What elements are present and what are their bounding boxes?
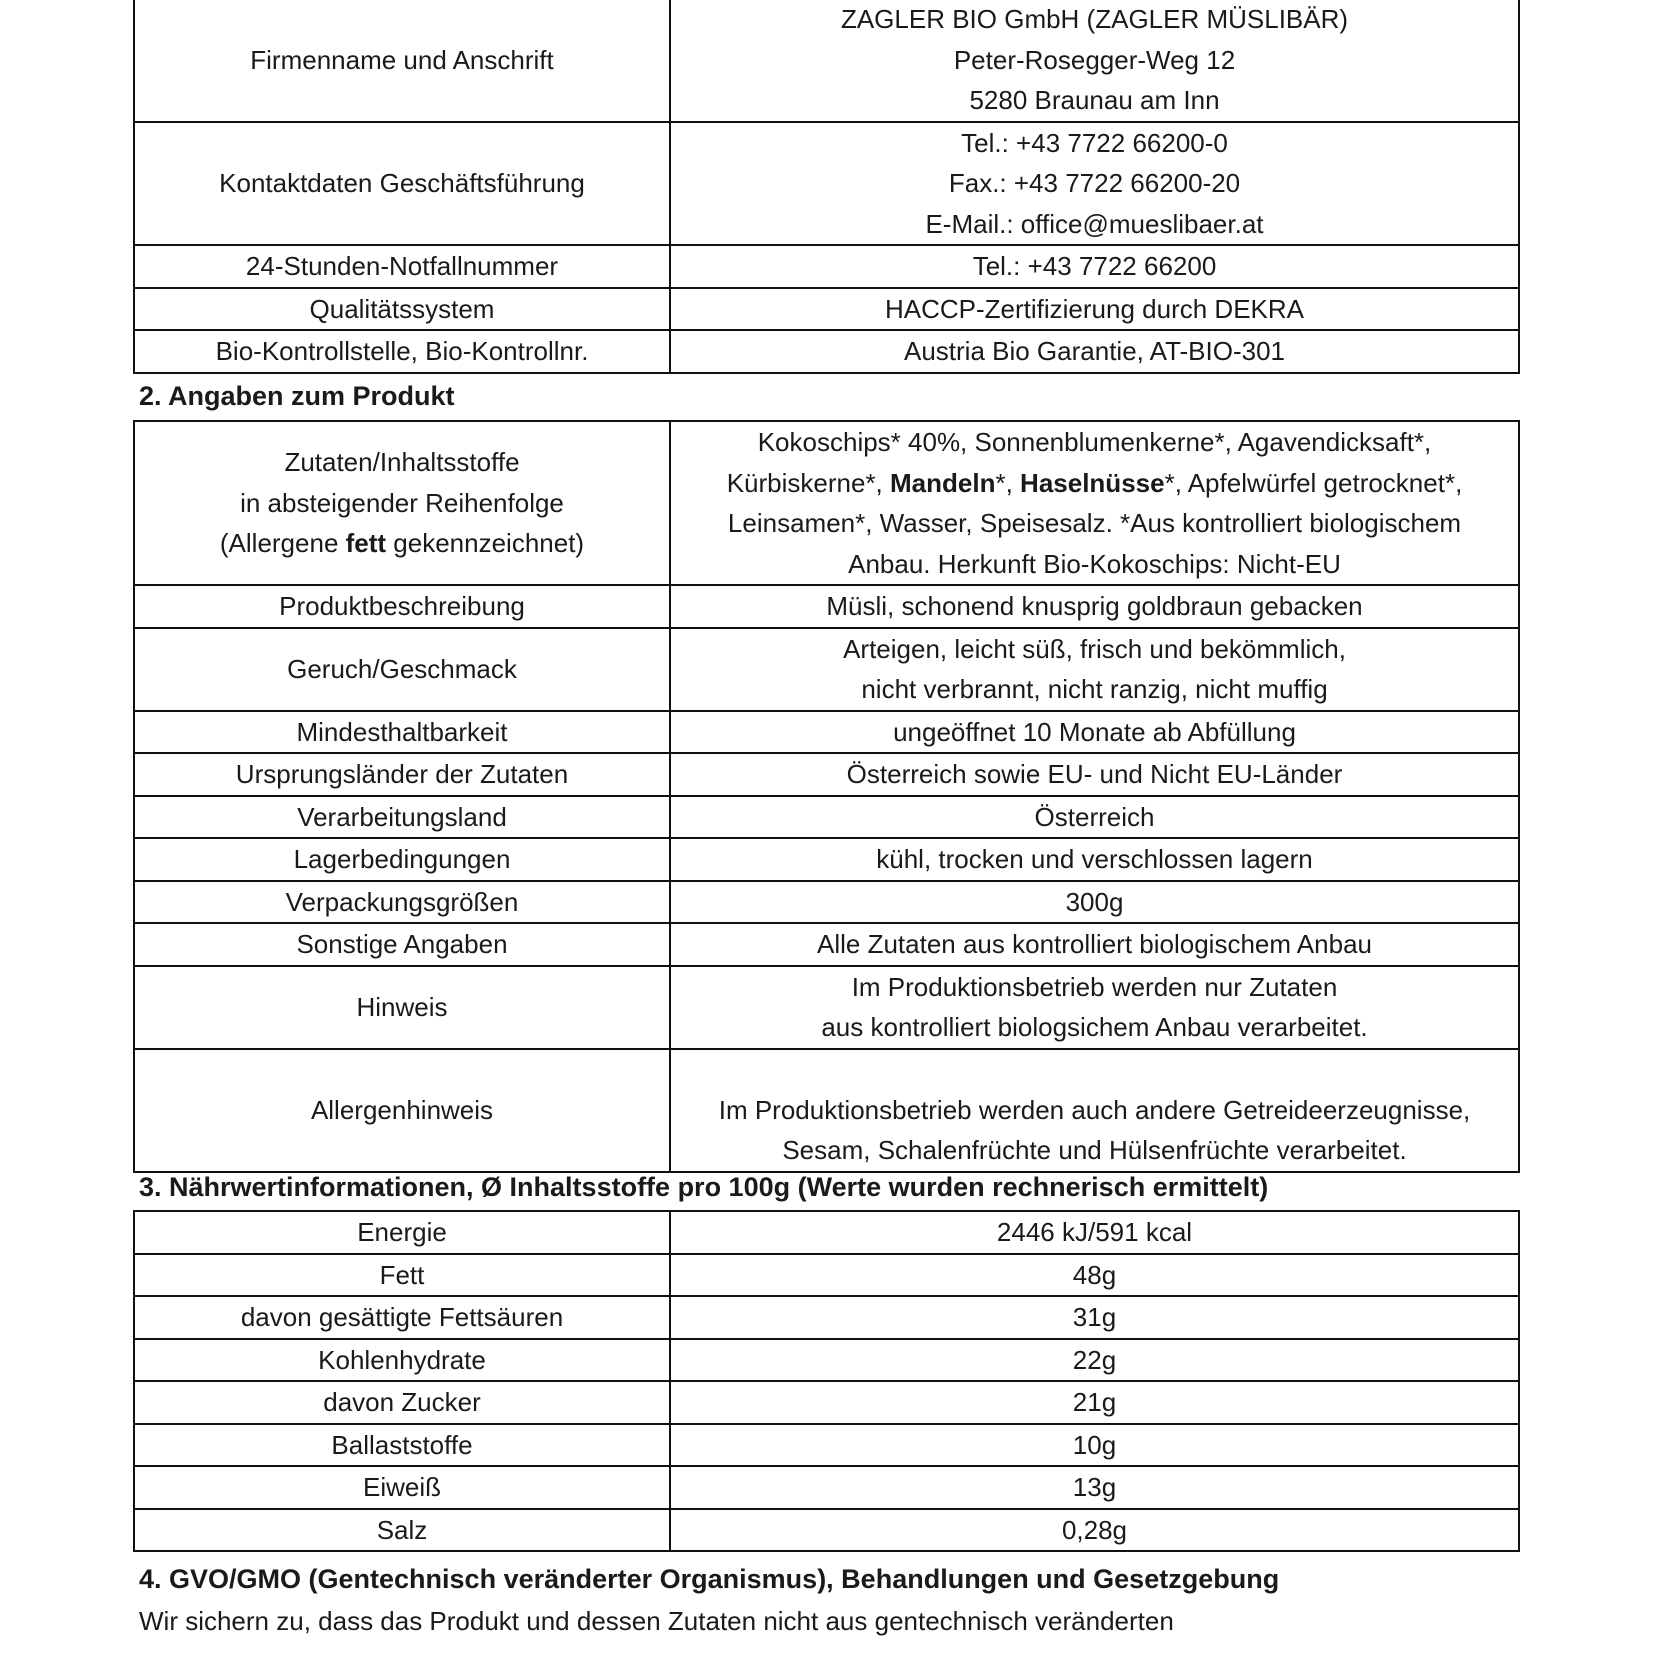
ingredients-value: Kokoschips* 40%, Sonnenblumenkerne*, Agavendicksaft*, Kürbiskerne*, Mandeln*, Haselnüsse*, Apfelwürfel getrocknet*, Leinsamen*, Wasser, Speisesalz. *Aus kontrolliert biologischem Anbau. Herkunft Bio-Kokoschips: Nicht-EU	[670, 421, 1519, 585]
table-row	[134, 1211, 1519, 1254]
table-row	[134, 245, 1519, 288]
section-heading-product: 2. Angaben zum Produkt	[139, 381, 455, 411]
table-row	[134, 881, 1519, 924]
row-label: Fett	[134, 1254, 670, 1297]
row-label: Mindesthaltbarkeit	[134, 711, 670, 754]
table-row	[134, 585, 1519, 628]
row-label: Kohlenhydrate	[134, 1339, 670, 1382]
table-row	[134, 966, 1519, 1049]
table-row	[134, 1424, 1519, 1467]
row-value: 2446 kJ/591 kcal	[670, 1211, 1519, 1254]
table-row	[134, 838, 1519, 881]
row-value: Austria Bio Garantie, AT-BIO-301	[670, 330, 1519, 373]
row-label: Kontaktdaten Geschäftsführung	[134, 122, 670, 246]
row-value: Im Produktionsbetrieb werden auch andere Getreideerzeugnisse, Sesam, Schalenfrüchte und Hülsenfrüchte verarbeitet.	[670, 1049, 1519, 1172]
table-row	[134, 1296, 1519, 1339]
product-info-table	[133, 420, 1520, 1173]
row-value: Alle Zutaten aus kontrolliert biologischem Anbau	[670, 923, 1519, 966]
table-row	[134, 288, 1519, 331]
row-value: Im Produktionsbetrieb werden nur Zutaten aus kontrolliert biologsichem Anbau verarbeitet.	[670, 966, 1519, 1049]
gmo-statement: Wir sichern zu, dass das Produkt und dessen Zutaten nicht aus gentechnisch veränderten	[139, 1606, 1174, 1636]
row-label: Bio-Kontrollstelle, Bio-Kontrollnr.	[134, 330, 670, 373]
table-row	[134, 1049, 1519, 1172]
row-value: Müsli, schonend knusprig goldbraun gebacken	[670, 585, 1519, 628]
row-value: 300g	[670, 881, 1519, 924]
row-label: Verpackungsgrößen	[134, 881, 670, 924]
table-row	[134, 1509, 1519, 1552]
company-info-table	[133, 0, 1520, 374]
row-label: Geruch/Geschmack	[134, 628, 670, 711]
section-heading-nutrition: 3. Nährwertinformationen, Ø Inhaltsstoffe pro 100g (Werte wurden rechnerisch ermittelt)	[139, 1172, 1269, 1202]
row-value: 31g	[670, 1296, 1519, 1339]
row-value: 21g	[670, 1381, 1519, 1424]
row-value: HACCP-Zertifizierung durch DEKRA	[670, 288, 1519, 331]
ingredients-label: Zutaten/Inhaltsstoffe in absteigender Reihenfolge (Allergene fett gekennzeichnet)	[134, 421, 670, 585]
row-label: Ursprungsländer der Zutaten	[134, 753, 670, 796]
table-row	[134, 1339, 1519, 1382]
row-value: 48g	[670, 1254, 1519, 1297]
contact-details: Tel.: +43 7722 66200-0 Fax.: +43 7722 66200-20 E-Mail.: office@mueslibaer.at	[670, 122, 1519, 246]
row-value: 13g	[670, 1466, 1519, 1509]
row-value: ungeöffnet 10 Monate ab Abfüllung	[670, 711, 1519, 754]
row-label: davon gesättigte Fettsäuren	[134, 1296, 670, 1339]
row-label: Energie	[134, 1211, 670, 1254]
row-label: Qualitätssystem	[134, 288, 670, 331]
row-value: Österreich sowie EU- und Nicht EU-Länder	[670, 753, 1519, 796]
row-value: 22g	[670, 1339, 1519, 1382]
row-label: Eiweiß	[134, 1466, 670, 1509]
row-label: Verarbeitungsland	[134, 796, 670, 839]
row-label: Sonstige Angaben	[134, 923, 670, 966]
row-label: Allergenhinweis	[134, 1049, 670, 1172]
section-heading-gmo: 4. GVO/GMO (Gentechnisch veränderter Organismus), Behandlungen und Gesetzgebung	[139, 1564, 1280, 1594]
row-label: davon Zucker	[134, 1381, 670, 1424]
table-row	[134, 0, 1519, 122]
row-label: Firmenname und Anschrift	[134, 0, 670, 122]
row-value: Tel.: +43 7722 66200	[670, 245, 1519, 288]
table-row	[134, 628, 1519, 711]
row-value: Arteigen, leicht süß, frisch und bekömmlich, nicht verbrannt, nicht ranzig, nicht muffig	[670, 628, 1519, 711]
row-label: Salz	[134, 1509, 670, 1552]
table-row	[134, 330, 1519, 373]
company-address: ZAGLER BIO GmbH (ZAGLER MÜSLIBÄR) Peter-Rosegger-Weg 12 5280 Braunau am Inn	[670, 0, 1519, 122]
table-row	[134, 1466, 1519, 1509]
table-row	[134, 796, 1519, 839]
table-row	[134, 753, 1519, 796]
row-label: Hinweis	[134, 966, 670, 1049]
nutrition-table	[133, 1210, 1520, 1552]
table-row	[134, 122, 1519, 246]
row-label: Lagerbedingungen	[134, 838, 670, 881]
row-value: 0,28g	[670, 1509, 1519, 1552]
table-row	[134, 711, 1519, 754]
row-label: Ballaststoffe	[134, 1424, 670, 1467]
table-row	[134, 421, 1519, 585]
table-row	[134, 923, 1519, 966]
row-label: Produktbeschreibung	[134, 585, 670, 628]
table-row	[134, 1254, 1519, 1297]
row-value: kühl, trocken und verschlossen lagern	[670, 838, 1519, 881]
row-value: Österreich	[670, 796, 1519, 839]
row-label: 24-Stunden-Notfallnummer	[134, 245, 670, 288]
table-row	[134, 1381, 1519, 1424]
row-value: 10g	[670, 1424, 1519, 1467]
